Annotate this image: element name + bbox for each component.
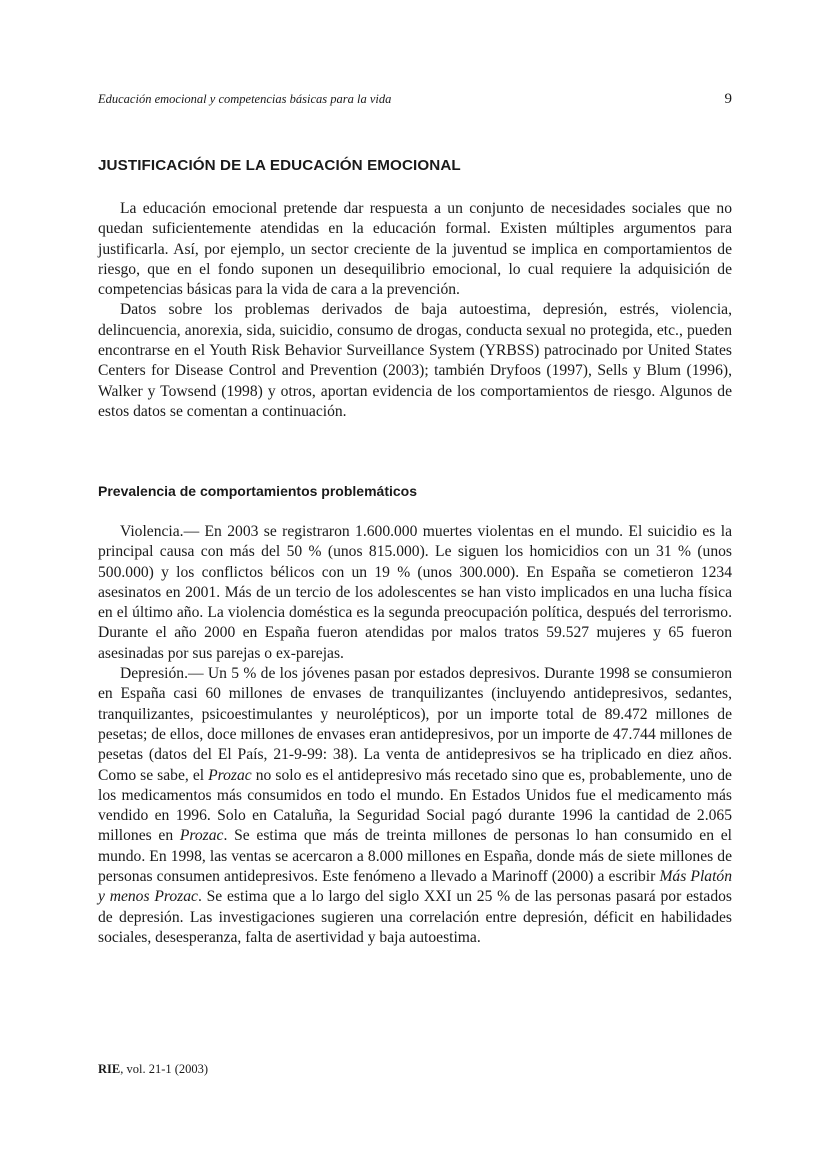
- section-title: JUSTIFICACIÓN DE LA EDUCACIÓN EMOCIONAL: [98, 157, 461, 174]
- paragraph-depresion: [98, 664, 732, 948]
- text-run: Depresión.— Un 5 % de los jóvenes pasan por estados depresivos. Durante 1998 se consumieron en España casi 60 millones de envases de tranquilizantes (incluyendo antidepresivos, sedantes, tranquilizantes, psicoestimulantes y neurolépticos), por un importe total de 89.472 millones de pesetas; de ellos, doce millones de envases eran antidepresivos, por un importe de 47.744 millones de pesetas (datos del El País, 21-9-99: 38). La venta de antidepresivos se ha triplicado en diez años. Como se sabe, el: [98, 665, 732, 784]
- text-run: no solo es el antidepresivo más recetado sino que es, probablemente, uno de los medicamentos más consumidos en todo el mundo. En Estados Unidos fue el medicamento más vendido en 1996. Solo en Cataluña, la Seguridad Social pagó durante 1996 la cantidad de 2.065 millones en: [98, 766, 732, 845]
- running-header: [98, 89, 732, 109]
- italic-prozac: Prozac: [208, 766, 252, 784]
- subsection-title: Prevalencia de comportamientos problemáticos: [98, 483, 417, 499]
- text-run: . Se estima que más de treinta millones de personas lo han consumido en el mundo. En 1998, las ventas se acercaron a 8.000 millones en España, donde más de siete millones de personas consumen antidepresivos. Este fenómeno a llevado a Marinoff (2000) a escribir: [98, 827, 732, 886]
- italic-book-title: Más Platón y menos Prozac: [98, 868, 732, 906]
- section-body: [98, 199, 732, 422]
- paragraph-datos: Datos sobre los problemas derivados de baja autoestima, depresión, estrés, violencia, delincuencia, anorexia, sida, suicidio, consumo de drogas, conducta sexual no protegida, etc., pueden encontrarse en el Youth Risk Behavior Surveillance System (YRBSS) patrocinado por United States Centers for Disease Control and Prevention (2003); también Dryfoos (1997), Sells y Blum (1996), Walker y Towsend (1998) y otros, aportan evidencia de los comportamientos de riesgo. Algunos de estos datos se comentan a continuación.: [98, 301, 732, 420]
- paragraph-violencia: Violencia.— En 2003 se registraron 1.600.000 muertes violentas en el mundo. El suicidio es la principal causa con más del 50 % (unos 815.000). Le siguen los homicidios con un 31 % (unos 500.000) y los conflictos bélicos con un 19 % (unos 300.000). En España se cometieron 1234 asesinatos en 2001. Más de un tercio de los adolescentes se han visto implicados en una lucha física en el último año. La violencia doméstica es la segunda preocupación política, después del terrorismo. Durante el año 2000 en España fueron atendidas por malos tratos 59.527 mujeres y 65 fueron asesinadas por sus parejas o ex-parejas.: [98, 523, 732, 662]
- footer-citation: [98, 1062, 208, 1077]
- page-number: 9: [724, 91, 732, 107]
- subsection-body: [98, 522, 732, 948]
- text-run: . Se estima que a lo largo del siglo XXI un 25 % de las personas pasará por estados de depresión. Las investigaciones sugieren una correlación entre depresión, déficit en habilidades sociales, desesperanza, falta de asertividad y baja autoestima.: [98, 888, 732, 946]
- paragraph-intro: La educación emocional pretende dar respuesta a un conjunto de necesidades sociales que no quedan suficientemente atendidas en la educación formal. Existen múltiples argumentos para justificarla. Así, por ejemplo, un sector creciente de la juventud se implica en comportamientos de riesgo, que en el fondo suponen un desequilibrio emocional, lo cual requiere la adquisición de competencias básicas para la vida de cara a la prevención.: [98, 200, 732, 299]
- running-title: Educación emocional y competencias básicas para la vida: [98, 92, 392, 106]
- italic-prozac: Prozac: [179, 827, 224, 845]
- journal-issue: , vol. 21-1 (2003): [120, 1062, 209, 1076]
- page: [98, 0, 732, 1171]
- journal-name: RIE: [98, 1062, 121, 1076]
